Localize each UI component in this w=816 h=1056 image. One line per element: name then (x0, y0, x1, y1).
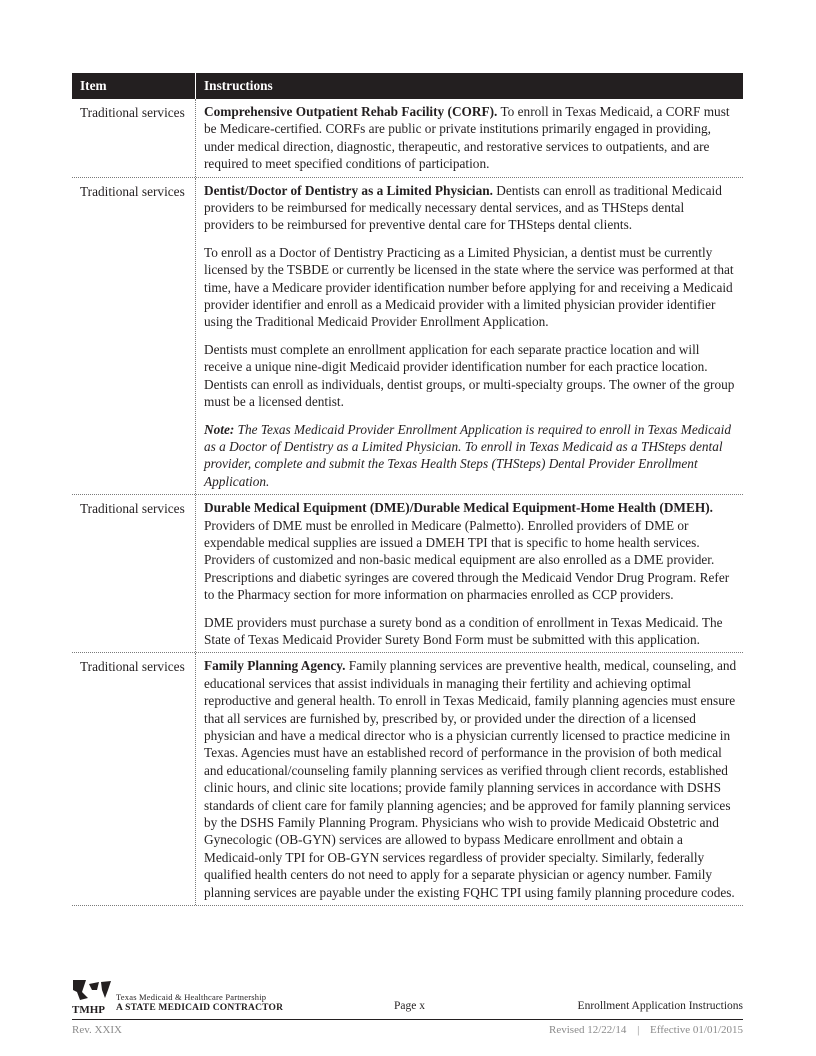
svg-text:TMHP: TMHP (72, 1004, 105, 1016)
page-number: Page x (394, 1000, 425, 1012)
document-title: Enrollment Application Instructions (577, 1000, 743, 1012)
instruction-paragraph (204, 244, 737, 331)
page-footer (72, 978, 743, 1018)
effective-date: Effective 01/01/2015 (650, 1024, 743, 1036)
table-row (72, 495, 743, 653)
paragraph-heading: Comprehensive Outpatient Rehab Facility (CORF). (204, 104, 498, 119)
revision-number: Rev. XXIX (72, 1024, 122, 1036)
paragraph-heading: Durable Medical Equipment (DME)/Durable Medical Equipment-Home Health (DMEH). (204, 500, 713, 516)
instruction-paragraph (204, 103, 737, 173)
footer-divider (72, 1019, 743, 1020)
footer-partnership-name: Texas Medicaid & Healthcare Partnership (116, 992, 267, 1002)
instruction-paragraph (204, 182, 737, 234)
instruction-paragraph (204, 657, 737, 901)
paragraph-text: The Texas Medicaid Provider Enrollment Application is required to enroll in Texas Medicaid as a Doctor of Dentistry as a Limited Physician. To enroll in Texas Medicaid as a THSteps dental provider, complete and submit the Texas Health Steps (THSteps) Dental Provider Enrollment Application. (204, 421, 732, 489)
paragraph-text: Providers of DME must be enrolled in Medicare (Palmetto). Enrolled providers of DME or expendable medical supplies are issued a DMEH TPI that is specific to home health services. Providers of customized and non-basic medical equipment are also enrolled as a DME provider. Prescriptions and diabetic syringes are covered through the Medicaid Vendor Drug Program. Refer to the Pharmacy section for more information on pharmacies enrolled as CCP providers. (204, 517, 730, 603)
column-header-instructions: Instructions (204, 78, 273, 93)
paragraph-text: Dentists must complete an enrollment application for each separate practice location and will receive a unique nine-digit Medicaid provider identification number for each practice location. Dentists can enroll as individuals, dentist groups, or multi-specialty groups. The owner of the group must be a licensed dentist. (204, 341, 735, 410)
footer-organization (116, 992, 283, 1014)
paragraph-text: Dentists can enroll as traditional Medicaid providers to be reimbursed for medically necessary dental services, and as THSteps dental providers to be reimbursed for preventive dental care for THSteps dental clients. (204, 182, 722, 233)
table-row (72, 99, 743, 178)
paragraph-text: Family planning services are preventive health, medical, counseling, and educational services that assist individuals in managing their fertility and achieving optimal reproductive and general health. To enroll in Texas Medicaid, family planning agencies must ensure that all services are furnished by, prescribed by, or provided under the direction of a licensed physician and have a medical director who is a physician currently licensed to practice medicine in Texas. Agencies must have an established record of performance in the provision of both medical and educational/counseling family planning services as verified through client records, established clinic hours, and clinic site locations; provide family planning services in accordance with DSHS standards of client care for family planning agencies; and be approved for family planning services by the DSHS Family Planning Program. Physicians who wish to provide Medicaid Obstetric and Gynecologic (OB-GYN) services are allowed to bypass Medicare enrollment and obtain a Medicaid-only TPI for OB-GYN services regardless of provider specialty. Similarly, federally qualified health centers do not need to apply for a separate physician or agency number. Family planning services are payable under the existing FQHC TPI using family planning procedure codes. (204, 658, 737, 900)
row-instructions (196, 178, 743, 495)
paragraph-heading: Note: (204, 421, 235, 437)
row-item-label: Traditional services (72, 495, 196, 652)
row-instructions (196, 495, 743, 652)
footer-contractor-label: A STATE MEDICAID CONTRACTOR (116, 1003, 284, 1013)
row-item-label: Traditional services (72, 178, 196, 495)
table-body (72, 99, 743, 906)
paragraph-text: To enroll as a Doctor of Dentistry Practicing as a Limited Physician, a dentist must be currently licensed by the TSBDE or currently be licensed in the state where the service was performed at that time, have a Medicare provider identification number before applying for and receiving a Medicaid provider identifier and enroll as a Medicaid provider with a limited physician provider identifier using the Traditional Medicaid Provider Enrollment Application. (204, 244, 734, 330)
instruction-paragraph (204, 499, 737, 603)
row-instructions (196, 653, 743, 905)
revised-date: Revised 12/22/14 (549, 1024, 627, 1036)
instruction-paragraph (204, 341, 737, 411)
table-header (72, 73, 743, 99)
instruction-paragraph (204, 614, 737, 649)
column-header-item: Item (72, 73, 196, 99)
instruction-paragraph (204, 421, 737, 491)
tmhp-logo-icon (72, 978, 112, 1016)
table-row (72, 653, 743, 906)
paragraph-heading: Family Planning Agency. (204, 658, 346, 674)
row-item-label: Traditional services (72, 99, 196, 177)
enrollment-instructions-table (72, 73, 743, 906)
row-item-label: Traditional services (72, 653, 196, 905)
paragraph-text: To enroll in Texas Medicaid, a CORF must be Medicare-certified. CORFs are public or private institutions primarily engaged in providing, under medical direction, diagnostic, therapeutic, and restorative services to outpatients, and are required to meet specified conditions of participation. (204, 104, 730, 172)
row-instructions (196, 99, 743, 177)
paragraph-heading: Dentist/Doctor of Dentistry as a Limited Physician. (204, 182, 493, 198)
revision-dates (549, 1024, 743, 1036)
table-row (72, 178, 743, 496)
paragraph-text: DME providers must purchase a surety bond as a condition of enrollment in Texas Medicaid. The State of Texas Medicaid Provider Surety Bond Form must be submitted with this application. (204, 614, 723, 647)
date-separator: | (637, 1024, 640, 1036)
